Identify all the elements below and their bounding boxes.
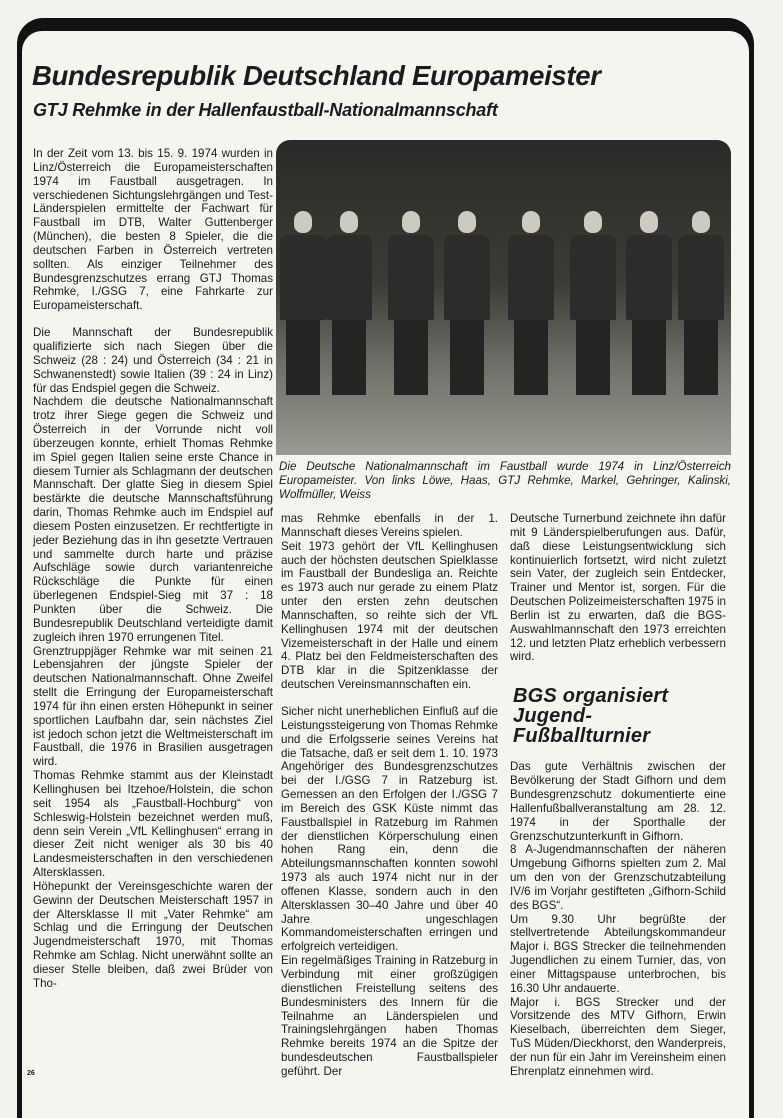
paragraph: In der Zeit vom 13. bis 15. 9. 1974 wurden in Linz/Österreich die Europameisterschaften 1974 im Faustball ausgetragen. In verschiedenen Sichtungslehrgängen und Test-Länderspielen ermittelte der Fachwart für Faustball im DTB, Walter Guttenberger (München), die besten 8 Spieler, die die deutschen Farben in Österreich vertreten sollten. Als einziger Teilnehmer des Bundesgrenzschutzes errang GTJ Thomas Rehmke, I./GSG 7, eine Fahrkarte zur Europameisterschaft. bbox=[33, 147, 273, 313]
paragraph: Die Mannschaft der Bundesrepublik qualifizierte sich nach Siegen über die Schweiz (28 : 24) und Österreich (34 : 21 in Schwanenstedt) sowie Italien (39 : 24 in Linz) für das Endspiel gegen die Schweiz. bbox=[33, 326, 273, 395]
player-figure bbox=[280, 211, 326, 395]
paragraph: mas Rehmke ebenfalls in der 1. Mannschaft dieses Vereins spielen. bbox=[281, 512, 498, 539]
paragraph: Das gute Verhältnis zwischen der Bevölkerung der Stadt Gifhorn und dem Bundesgrenzschutz dokumentierte eine Hallenfußballveranstaltung am 28. 12. 1974 in der Sporthalle der Grenzschutzunterkunft in Gifhorn. bbox=[510, 760, 726, 843]
paragraph: Höhepunkt der Vereinsgeschichte waren der Gewinn der Deutschen Meisterschaft 1957 in der Altersklasse II mit „Vater Rehmke“ am Schlag und die Erringung der Deutschen Jugendmeisterschaft 1970, mit Thomas Rehmke am Schlag. Nicht unerwähnt sollte an dieser Stelle bleiben, daß zwei Brüder von Tho- bbox=[33, 879, 273, 990]
page-number: 26 bbox=[27, 1070, 35, 1077]
second-article-title bbox=[513, 686, 726, 746]
title-line: Fußballturnier bbox=[513, 725, 651, 748]
player-figure bbox=[678, 211, 724, 395]
text-column-3 bbox=[510, 512, 726, 1079]
paragraph: Thomas Rehmke stammt aus der Kleinstadt Kellinghusen bei Itzehoe/Holstein, die schon seit 1954 als „Faustball-Hochburg“ von Schleswig-Holstein bezeichnet werden muß, denn sein Verein „VfL Kellinghusen“ errang in dieser Zeit nicht weniger als 30 bis 40 Landesmeisterschaften in den verschiedenen Altersklassen. bbox=[33, 769, 273, 880]
text-column-1 bbox=[33, 147, 273, 991]
article-title: Bundesrepublik Deutschland Europameister bbox=[32, 60, 601, 91]
photo-caption: Die Deutsche Nationalmannschaft im Faustball wurde 1974 in Linz/Österreich Europameister. Von links Löwe, Haas, GTJ Rehmke, Markel, Gehringer, Kalinski, Wolfmüller, Weiss bbox=[279, 460, 731, 501]
player-figure bbox=[326, 211, 372, 395]
text-column-2 bbox=[281, 512, 498, 1079]
team-photo bbox=[276, 140, 731, 455]
title-line: BGS organisiert bbox=[513, 685, 669, 708]
paragraph: Deutsche Turnerbund zeichnete ihn dafür mit 9 Länderspielberufungen aus. Dafür, daß diese Leistungsentwicklung sich kontinuierlich fortsetzt, wird nicht zuletzt sein Vater, der zugleich sein Entdecker, Trainer und Mentor ist, sorgen. Für die Deutschen Polizeimeisterschaften 1975 in Berlin ist zu erwarten, daß die BGS-Auswahlmannschaft den 1973 erreichten 12. und letzten Platz erheblich verbessern wird. bbox=[510, 512, 726, 664]
paragraph: Seit 1973 gehört der VfL Kellinghusen auch der höchsten deutschen Spielklasse im Faustball der Bundesliga an. Reichte es 1973 auch nur gerade zu einem Platz unter den ersten zehn deutschen Mannschaften, so reihte sich der VfL Kellinghusen 1974 mit der deutschen Vizemeisterschaft in der Halle und einem 4. Platz bei den Feldmeisterschaften des DTB klar in die Spitzenklasse der deutschen Vereinsmannschaften ein. bbox=[281, 539, 498, 692]
player-figure bbox=[388, 211, 434, 395]
player-figure bbox=[508, 211, 554, 395]
paragraph: Um 9.30 Uhr begrüßte der stellvertretende Abteilungskommandeur Major i. BGS Strecker die teilnehmenden Jugendlichen zu einem Turnier, das, von einer Mittagspause unterbrochen, bis 16.30 Uhr andauerte. bbox=[510, 912, 726, 995]
player-figure bbox=[444, 211, 490, 395]
article-subtitle: GTJ Rehmke in der Hallenfaustball-Nationalmannschaft bbox=[33, 100, 498, 120]
title-line: Jugend- bbox=[513, 705, 593, 728]
paragraph: Grenztruppjäger Rehmke war mit seinen 21 Lebensjahren der jüngste Spieler der deutschen Nationalmannschaft. Ohne Zweifel stellt die Erringung der Europameisterschaft 1974 für ihn einen ersten Höhepunkt in seiner sportlichen Laufbahn dar, sein nächstes Ziel ist jedoch schon jetzt die Weltmeisterschaft im Faustball, die 1976 in Brasilien ausgetragen wird. bbox=[33, 644, 273, 769]
paragraph: Major i. BGS Strecker und der Vorsitzende des MTV Gifhorn, Erwin Kieselbach, überreichten dem Sieger, TuS Müden/Dieckhorst, den Wanderpreis, der nun für ein Jahr im Vereinsheim einen Ehrenplatz einnehmen wird. bbox=[510, 995, 726, 1078]
paragraph: Ein regelmäßiges Training in Ratzeburg in Verbindung mit einer großzügigen dienstlichen Freistellung seitens des Bundesministers des Innern für die Teilnahme an Länderspielen und Trainingslehrgängen haben Thomas Rehmke bereits 1974 an die Spitze der bundesdeutschen Faustballspieler geführt. Der bbox=[281, 954, 498, 1078]
player-figure bbox=[570, 211, 616, 395]
paragraph: Nachdem die deutsche Nationalmannschaft trotz ihrer Siege gegen die Schweiz und Österreich in der Vorrunde nicht voll überzeugen konnte, erhielt Thomas Rehmke im Spiel gegen Italien seine erste Chance in diesem Turnier als Schlagmann der deutschen Mannschaft. Der glatte Sieg in diesem Spiel bestärkte die deutsche Mannschaftsführung darin, Thomas Rehmke auch im Endspiel auf diesem Posten einzusetzen. Er rechtfertigte in jeder Beziehung das in ihn gesetzte Vertrauen und sammelte durch harte und präzise Aufschläge sowie durch variantenreiche Rückschläge die Punkte für einen überlegenen Endspiel-Sieg mit 37 : 18 Punkten über die Schweiz. Die Bundesrepublik Deutschland verteidigte damit zugleich ihren 1970 errungenen Titel. bbox=[33, 395, 273, 644]
player-figure bbox=[626, 211, 672, 395]
paragraph: 8 A-Jugendmannschaften der näheren Umgebung Gifhorns spielten zum 2. Mal um den von der Grenzschutzabteilung IV/6 im Vorjahr gestifteten „Gifhorn-Schild des BGS“. bbox=[510, 843, 726, 912]
paragraph: Sicher nicht unerheblichen Einfluß auf die Leistungssteigerung von Thomas Rehmke und die Erfolgsserie seines Vereins hat die Tatsache, daß er seit dem 1. 10. 1973 Angehöriger des Bundesgrenzschutzes bei der I./GSG 7 in Ratzeburg ist. Gemessen an den Erfolgen der I./GSG 7 im Bereich des GSK Küste nimmt das Faustballspiel in Ratzeburg im Rahmen der dienstlichen Körperschulung einen hohen Rang ein, denn die Abteilungsmannschaften konnten sowohl 1973 als auch 1974 nicht nur in der offenen Klasse, sondern auch in den Altersklassen 30–40 Jahre und über 40 Jahre ungeschlagen Kommandomeisterschaften erringen und erfolgreich verteidigen. bbox=[281, 704, 498, 954]
